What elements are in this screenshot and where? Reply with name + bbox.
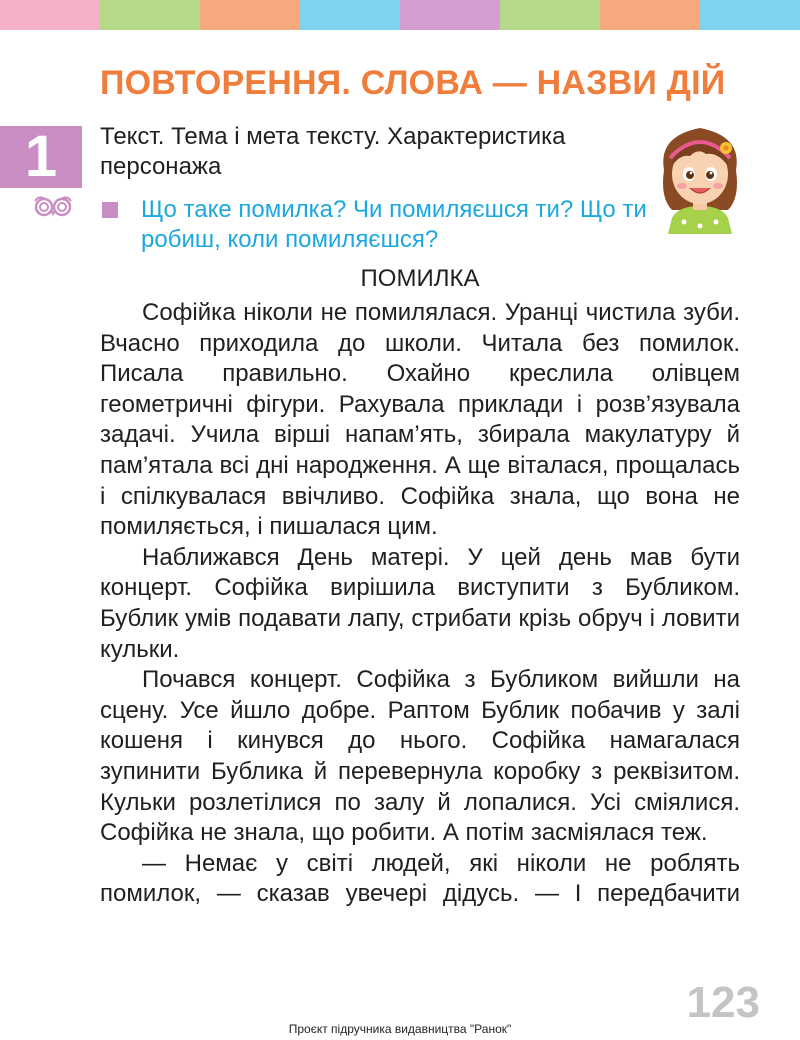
story-paragraph: — Немає у світі людей, які ніколи не роблять помилок, — сказав увечері дідусь. — І передбачити (100, 849, 740, 908)
owl-eyes-icon (30, 193, 76, 217)
square-bullet-icon (102, 202, 118, 218)
lesson-number: 1 (24, 124, 58, 189)
story-paragraph: Почався концерт. Софійка з Бубликом вийшли на сцену. Усе йшло добре. Раптом Бублик побачив у залі кошеня і кинувся до нього. Софійка намагалася зупинити Бублика й перевернула коробку з реквізитом. Кульки розлетілися по залу й лопалися. Усі сміялися. Софійка не знала, що робити. А потім засміялася теж. (100, 666, 740, 847)
page-number: 123 (686, 978, 760, 1027)
color-strip-segment (700, 0, 800, 30)
story-paragraph: Наближався День матері. У цей день мав бути концерт. Софійка вирішила виступити з Бубликом. Бублик умів подавати лапу, стрибати крізь обруч і ловити кульки. (100, 543, 740, 663)
color-strip-segment (200, 0, 300, 30)
color-strip-segment (500, 0, 600, 30)
story-text (100, 298, 740, 910)
color-strip-segment (400, 0, 500, 30)
color-strip-segment (300, 0, 400, 30)
publisher-footer: Проєкт підручника видавництва "Ранок" (288, 1022, 512, 1036)
color-strip-segment (600, 0, 700, 30)
color-strip-segment (0, 0, 100, 30)
top-color-strip (0, 0, 800, 30)
girl-character-icon (650, 118, 750, 234)
color-strip-segment (100, 0, 200, 30)
discussion-question: Що таке помилка? Чи помиляєшся ти? Що ти робиш, коли помиляєшся? (141, 196, 647, 253)
story-title: ПОМИЛКА (360, 265, 480, 292)
chapter-title: ПОВТОРЕННЯ. СЛОВА — НАЗВИ ДІЙ (100, 64, 726, 102)
lesson-topic: Текст. Тема і мета тексту. Характеристика персонажа (100, 123, 566, 180)
story-paragraph: Софійка ніколи не помилялася. Уранці чистила зуби. Вчасно приходила до школи. Читала без помилок. Писала правильно. Охайно креслила олівцем геометричні фігури. Рахувала приклади і розв’язувала задачі. Учила вірші напам’ять, збирала макулатуру й пам’ятала всі дні народження. А ще віталася, прощалась і спілкувалася ввічливо. Софійка знала, що вона не помиляється, і пишалася цим. (100, 299, 740, 541)
